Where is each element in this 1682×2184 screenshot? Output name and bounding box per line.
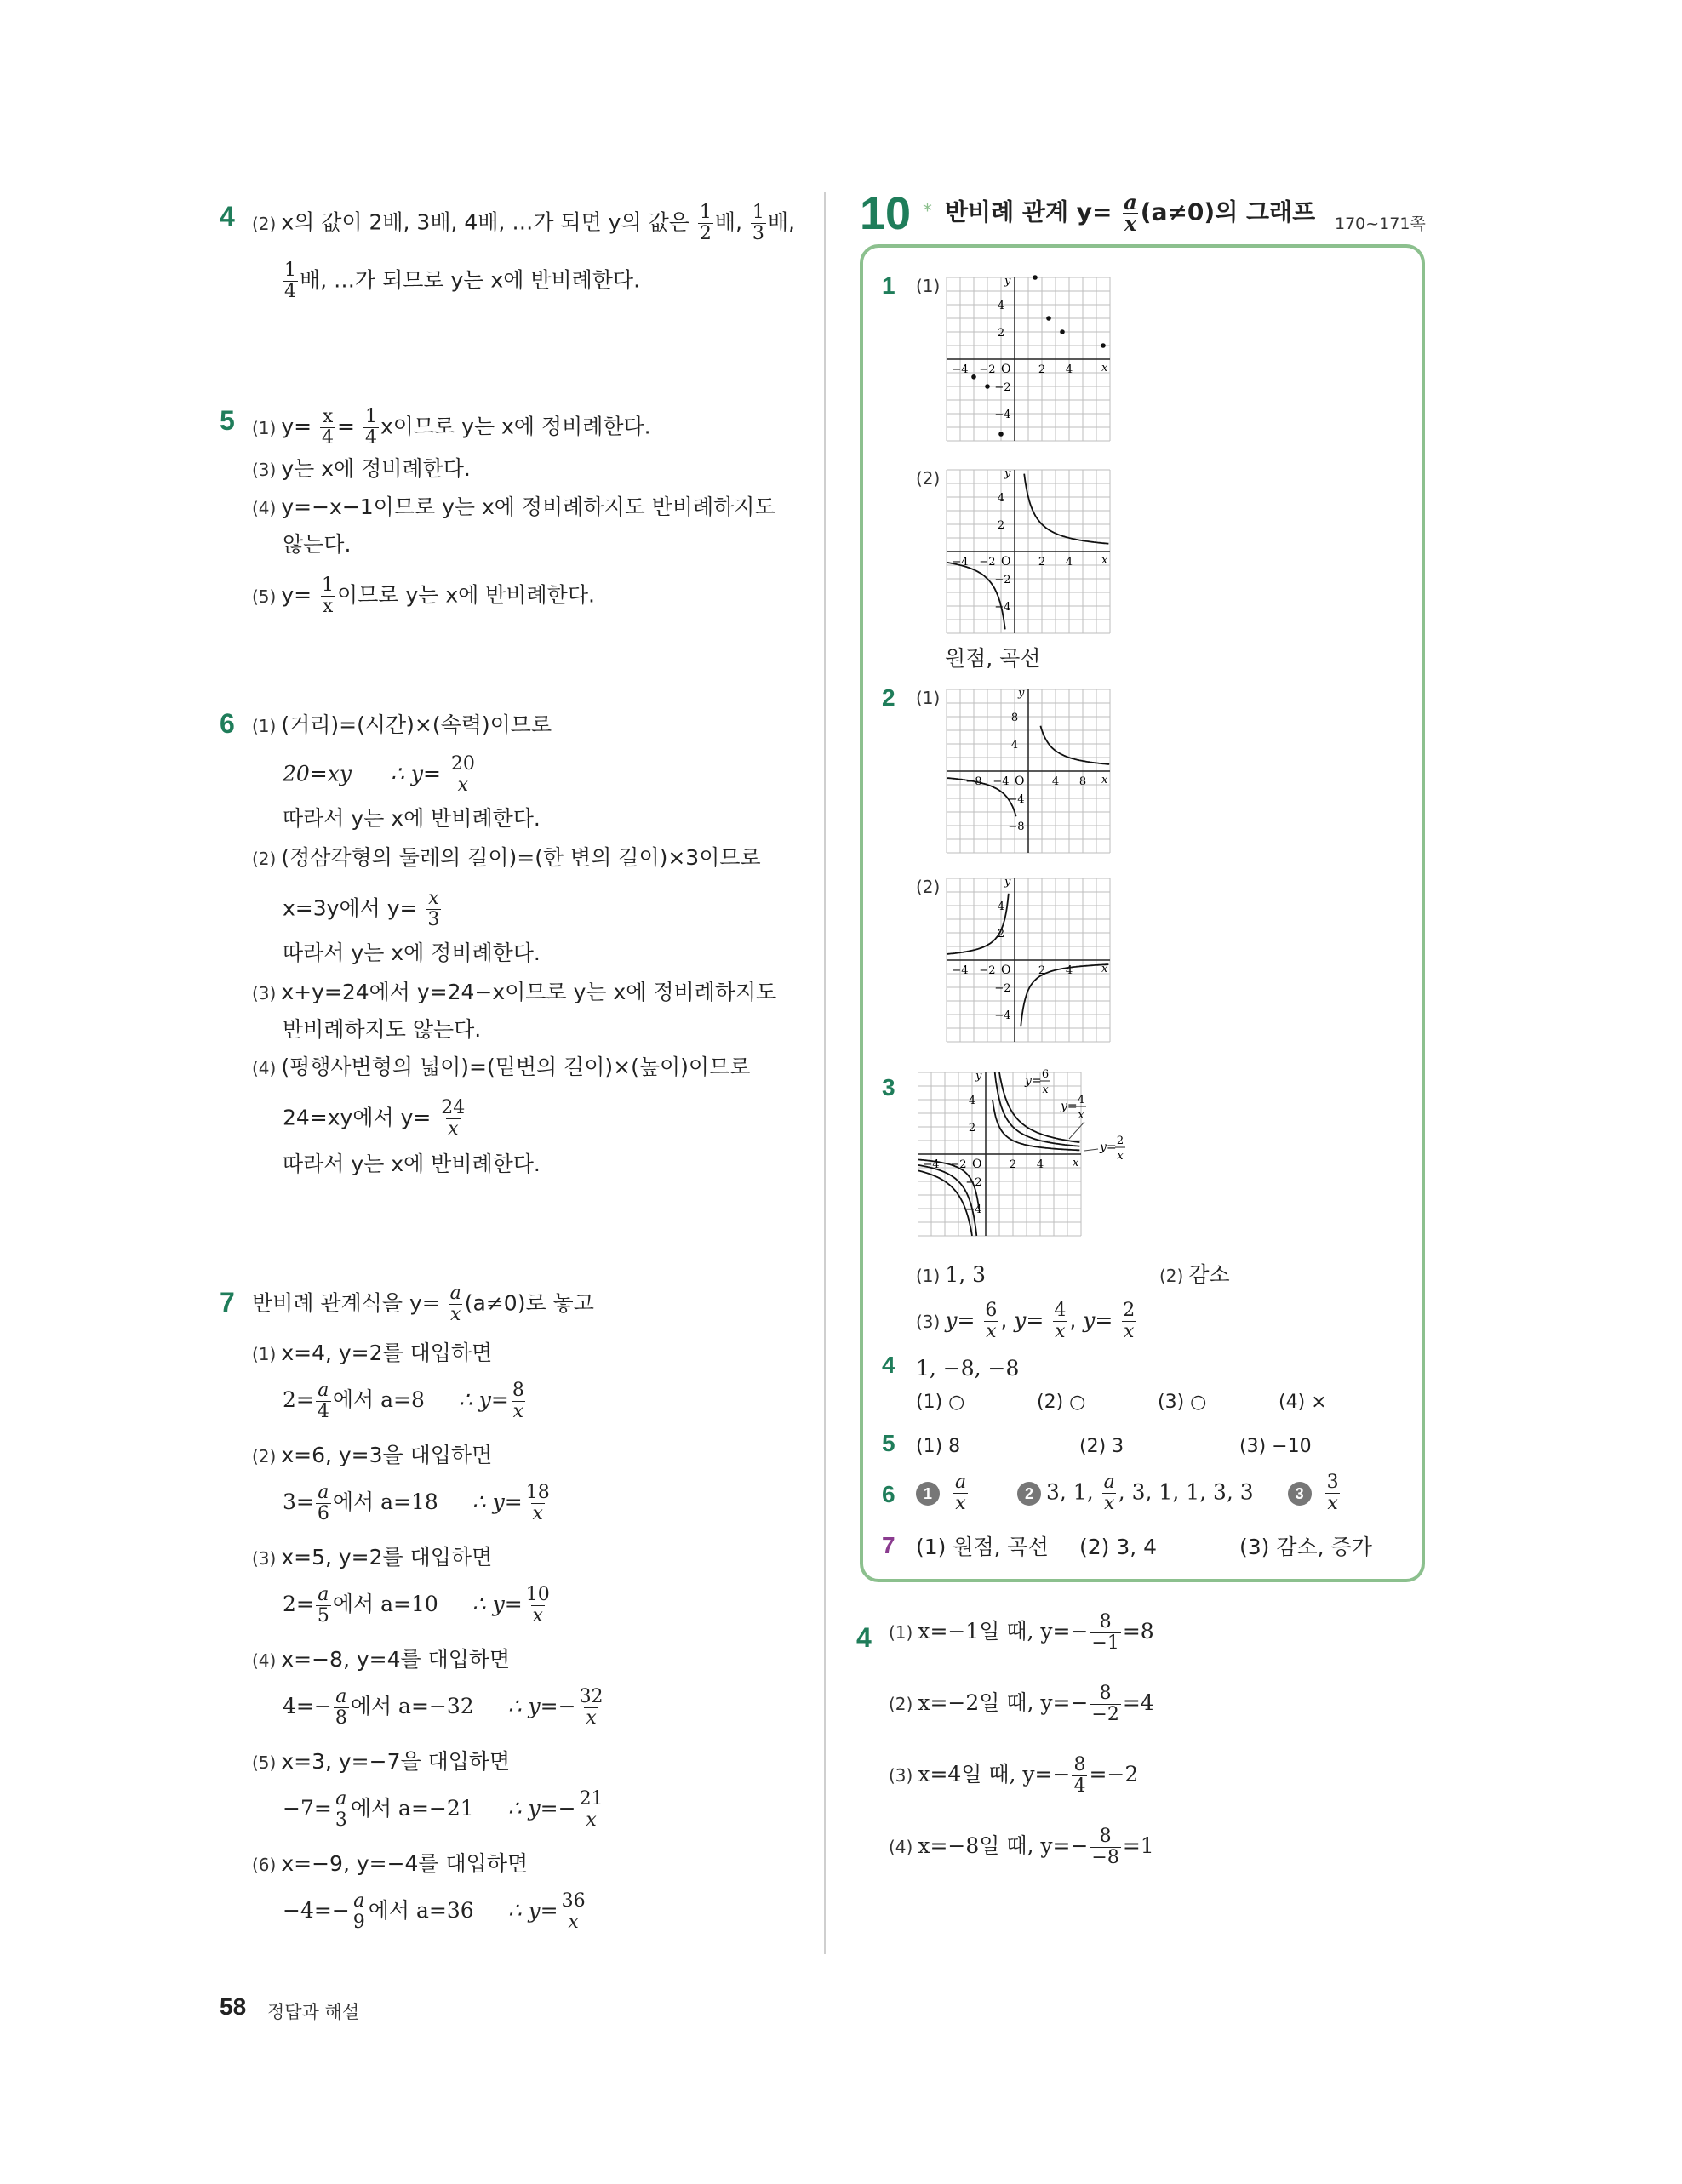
tick-label: −2 <box>979 964 996 977</box>
leader-line <box>1084 1149 1098 1151</box>
tick-label: 4 <box>1051 775 1060 788</box>
x-axis-label: x <box>1073 1157 1079 1169</box>
fraction: $\frac{18}{x}$ <box>525 1482 550 1524</box>
fraction: $\frac{1}{2}$ <box>699 202 712 244</box>
p7-sub-line: (5) x=3, y=−7을 대입하면 <box>252 1749 511 1774</box>
origin-label: O <box>1001 555 1011 569</box>
tick-label: 4 <box>997 900 1005 913</box>
tick-label: 4 <box>997 492 1005 505</box>
q2-sub2: (2) <box>916 877 941 897</box>
tick-label: −4 <box>965 1203 982 1216</box>
data-point <box>1101 343 1106 348</box>
fraction: $\frac{1}{4}$ <box>364 406 377 449</box>
x-axis-label: x <box>1101 362 1108 374</box>
q5-b: (2) 3 <box>1079 1436 1124 1457</box>
section-title: 반비례 관계 y= $\frac{a}{x}$ (a≠0)의 그래프 <box>945 190 1316 236</box>
fraction: $\frac{a}{4}$ <box>317 1380 329 1422</box>
tick-label: −8 <box>1008 820 1025 833</box>
origin-label: O <box>1015 775 1025 788</box>
y-axis-label: y <box>1004 275 1011 288</box>
problem-number-7: 7 <box>220 1287 235 1318</box>
fraction: $\frac{a}{x}$ <box>954 1472 967 1514</box>
tick-label: −2 <box>979 556 996 569</box>
curve-q2-1-right <box>1040 726 1109 764</box>
fraction: $\frac{32}{x}$ <box>579 1686 604 1729</box>
tick-label: 2 <box>1038 964 1046 977</box>
p7-sub-line: (2) x=6, y=3을 대입하면 <box>252 1443 493 1467</box>
p6-line-2: 20=xy ∴ y= $\frac{20}{x}$ <box>283 753 475 796</box>
q6-line: 1 $\frac{a}{x}$ 2 3, 1, $\frac{a}{x}$ , 3, 1, 1, 3, 3 3 $\frac{3}{x}$ <box>916 1472 1342 1514</box>
fraction: $\frac{a}{x}$ <box>1124 190 1137 236</box>
fraction: $\frac{a}{9}$ <box>352 1890 365 1933</box>
p6-line-7: (3) x+y=24에서 y=24−x이므로 y는 x에 정비례하지도 <box>252 980 777 1004</box>
fraction: $\frac{8}{-2}$ <box>1091 1683 1119 1725</box>
circled-number-icon: 3 <box>1288 1482 1312 1506</box>
q2-sub1: (1) <box>916 688 941 708</box>
p7-sub-line: (1) x=4, y=2를 대입하면 <box>252 1341 493 1365</box>
label-4-num: 4 <box>1077 1094 1085 1106</box>
fraction: $\frac{1}{3}$ <box>752 202 764 244</box>
q7-c: (3) 감소, 증가 <box>1239 1535 1372 1559</box>
fraction: $\frac{1}{x}$ <box>322 575 335 617</box>
p4b-line: (3) x=4일 때, y=− $\frac{8}{4}$ =−2 <box>889 1754 1139 1797</box>
label-2-den: x <box>1117 1150 1124 1163</box>
p4b-line: (2) x=−2일 때, y=− $\frac{8}{-2}$ =4 <box>889 1683 1154 1725</box>
y-axis-label: y <box>1018 687 1025 700</box>
q4-d: (4) × <box>1279 1392 1327 1413</box>
q1-number: 1 <box>882 272 895 299</box>
fraction: $\frac{4}{x}$ <box>1054 1300 1067 1342</box>
label-6-den: x <box>1042 1083 1049 1096</box>
p7-equation-line: 3= $\frac{a}{6}$ 에서 a=18 ∴ y= $\frac{18}{x}$ <box>283 1482 550 1524</box>
fraction: $\frac{24}{x}$ <box>441 1097 466 1140</box>
p7-sub-line: (6) x=−9, y=−4를 대입하면 <box>252 1851 529 1876</box>
q3-number: 3 <box>882 1074 895 1101</box>
fraction: $\frac{1}{4}$ <box>284 260 296 302</box>
q4-b: (2) ○ <box>1037 1392 1086 1413</box>
data-point <box>1033 275 1038 280</box>
problem-number-5: 5 <box>220 405 235 436</box>
label-2-num: 2 <box>1116 1135 1124 1147</box>
fraction: $\frac{a}{8}$ <box>335 1686 347 1729</box>
tick-label: 2 <box>1009 1158 1017 1171</box>
label-4-den: x <box>1078 1109 1084 1122</box>
page-reference: 170~171쪽 <box>1335 214 1426 233</box>
q6-number: 6 <box>882 1481 895 1507</box>
q7-a: (1) 원점, 곡선 <box>916 1535 1049 1559</box>
fraction: $\frac{x}{3}$ <box>427 888 440 930</box>
fraction: $\frac{3}{x}$ <box>1326 1472 1339 1514</box>
q4-c: (3) ○ <box>1158 1392 1207 1413</box>
origin-label: O <box>1001 363 1011 376</box>
q3-answer-3: (3) y= $\frac{6}{x}$ , y= $\frac{4}{x}$ , y= $\frac{2}{x}$ <box>916 1300 1136 1342</box>
data-point <box>971 374 976 380</box>
x-axis-label: x <box>1101 554 1108 567</box>
p5-line-2: (3) y는 x에 정비례한다. <box>252 456 471 481</box>
tick-label: 4 <box>1065 363 1073 376</box>
problem-number-4b: 4 <box>856 1622 872 1653</box>
star-icon: * <box>923 201 932 222</box>
q1-answer: 원점, 곡선 <box>945 646 1041 671</box>
q7-b: (2) 3, 4 <box>1079 1535 1158 1559</box>
tick-label: 4 <box>1036 1158 1044 1171</box>
y-axis-label: y <box>975 1070 982 1083</box>
fraction: $\frac{6}{x}$ <box>985 1300 998 1342</box>
tick-label: −2 <box>994 982 1011 995</box>
fraction: $\frac{8}{-1}$ <box>1091 1611 1119 1654</box>
q4-a: (1) ○ <box>916 1392 965 1413</box>
problem-number-4: 4 <box>220 201 235 232</box>
tick-label: 2 <box>1038 363 1046 376</box>
footer-label: 정답과 해설 <box>267 2002 360 2022</box>
label-6-y: y= <box>1025 1074 1042 1088</box>
fraction: $\frac{a}{x}$ <box>1103 1472 1115 1514</box>
fraction: $\frac{10}{x}$ <box>525 1584 550 1627</box>
p7-sub-line: (4) x=−8, y=4를 대입하면 <box>252 1647 511 1672</box>
y-axis-label: y <box>1004 467 1011 480</box>
fraction: $\frac{a}{3}$ <box>335 1788 347 1831</box>
fraction: $\frac{36}{x}$ <box>561 1890 586 1933</box>
graph-q2-2 <box>945 873 1120 1043</box>
label-6-num: 6 <box>1041 1068 1050 1081</box>
leader-line <box>1069 1122 1084 1139</box>
fraction: $\frac{20}{x}$ <box>450 753 475 796</box>
q5-c: (3) −10 <box>1239 1436 1312 1457</box>
graph-q3 <box>918 1067 1156 1244</box>
circled-number-icon: 1 <box>916 1482 940 1506</box>
p6-line-10: 24=xy에서 y= $\frac{24}{x}$ <box>283 1097 466 1140</box>
section-number: 10 <box>860 188 912 239</box>
p7-equation-line: 2= $\frac{a}{4}$ 에서 a=8 ∴ y= $\frac{8}{x}$ <box>283 1380 524 1422</box>
fraction: $\frac{8}{x}$ <box>512 1380 524 1422</box>
p7-equation-line: 4=− $\frac{a}{8}$ 에서 a=−32 ∴ y=− $\frac{32}{x}$ <box>283 1686 604 1729</box>
problem-number-6: 6 <box>220 708 235 739</box>
tick-label: −4 <box>923 1158 940 1171</box>
q1-sub1: (1) <box>916 276 941 296</box>
tick-label: −2 <box>950 1158 967 1171</box>
circled-number-icon: 2 <box>1017 1482 1041 1506</box>
p6-line-1: (1) (거리)=(시간)×(속력)이므로 <box>252 712 552 737</box>
p4-line-1: (2) x의 값이 2배, 3배, 4배, …가 되면 y의 값은 $\frac{1}{2}$ 배, $\frac{1}{3}$ 배, <box>252 202 795 244</box>
p4b-line: (4) x=−8일 때, y=− $\frac{8}{-8}$ =1 <box>889 1826 1154 1868</box>
graph-q1-1 <box>945 272 1120 451</box>
p4-line-2: $\frac{1}{4}$ 배, …가 되므로 y는 x에 반비례한다. <box>284 260 641 302</box>
q2-number: 2 <box>882 684 895 711</box>
y-axis-label: y <box>1004 876 1011 889</box>
q3-answer-1: (1) 1, 3 <box>916 1262 987 1287</box>
p5-line-3: (4) y=−x−1이므로 y는 x에 정비례하지도 반비례하지도 <box>252 495 775 519</box>
tick-label: 4 <box>1065 556 1073 569</box>
tick-label: −4 <box>994 409 1011 421</box>
origin-label: O <box>1001 963 1011 977</box>
data-point <box>998 432 1004 437</box>
tick-label: 2 <box>997 519 1005 532</box>
tick-label: 4 <box>997 300 1005 312</box>
tick-label: −4 <box>952 363 969 376</box>
tick-label: 2 <box>997 327 1005 340</box>
p5-line-5: (5) y= $\frac{1}{x}$ 이므로 y는 x에 반비례한다. <box>252 575 595 617</box>
q4-line: 1, −8, −8 <box>916 1356 1020 1381</box>
tick-label: −4 <box>994 601 1011 614</box>
p6-line-4: (2) (정삼각형의 둘레의 길이)=(한 변의 길이)×3이므로 <box>252 845 761 870</box>
p6-line-9: (4) (평행사변형의 넓이)=(밑변의 길이)×(높이)이므로 <box>252 1055 751 1079</box>
q5-a: (1) 8 <box>916 1436 961 1457</box>
p5-line-1: (1) y= $\frac{x}{4}$ = $\frac{1}{4}$ x이므로 y는 x에 정비례한다. <box>252 406 651 449</box>
tick-label: −4 <box>952 556 969 569</box>
tick-label: 2 <box>1038 556 1046 569</box>
tick-label: 4 <box>1010 739 1019 752</box>
fraction: $\frac{2}{x}$ <box>1123 1300 1136 1342</box>
graph-q1-2 <box>945 465 1120 635</box>
q7-number: 7 <box>882 1532 895 1558</box>
p6-line-6: 따라서 y는 x에 정비례한다. <box>283 940 541 965</box>
p7-sub-line: (3) x=5, y=2를 대입하면 <box>252 1545 493 1569</box>
tick-label: −2 <box>979 363 996 376</box>
p7-intro: 반비례 관계식을 y= $\frac{a}{x}$ (a≠0)로 놓고 <box>252 1283 594 1325</box>
q4-number: 4 <box>882 1352 895 1378</box>
tick-label: 2 <box>968 1122 976 1135</box>
tick-label: 8 <box>1078 775 1087 788</box>
page-number: 58 <box>220 1993 247 2020</box>
p4b-line: (1) x=−1일 때, y=− $\frac{8}{-1}$ =8 <box>889 1611 1154 1654</box>
data-point <box>1060 329 1065 334</box>
p6-line-11: 따라서 y는 x에 반비례한다. <box>283 1152 541 1176</box>
fraction: $\frac{a}{6}$ <box>317 1482 329 1524</box>
fraction: $\frac{8}{-8}$ <box>1091 1826 1119 1868</box>
tick-label: 2 <box>997 928 1005 940</box>
column-divider <box>824 192 826 1954</box>
data-point <box>1046 316 1051 321</box>
label-2-y: y= <box>1100 1141 1117 1154</box>
fraction: $\frac{a}{5}$ <box>317 1584 329 1627</box>
p7-equation-line: −7= $\frac{a}{3}$ 에서 a=−21 ∴ y=− $\frac{21}{x}$ <box>283 1788 604 1831</box>
origin-label: O <box>972 1158 982 1171</box>
tick-label: −4 <box>1008 793 1025 806</box>
q3-answer-2: (2) 감소 <box>1159 1262 1230 1287</box>
tick-label: −2 <box>994 381 1011 394</box>
fraction: $\frac{a}{x}$ <box>449 1283 461 1325</box>
tick-label: −4 <box>952 964 969 977</box>
tick-label: −4 <box>993 775 1010 788</box>
tick-label: −4 <box>994 1009 1011 1022</box>
label-4-y: y= <box>1061 1100 1078 1113</box>
p6-line-5: x=3y에서 y= $\frac{x}{3}$ <box>283 888 440 930</box>
q1-sub2: (2) <box>916 468 941 489</box>
tick-label: 4 <box>1065 964 1073 977</box>
tick-label: 8 <box>1010 712 1019 724</box>
p6-line-3: 따라서 y는 x에 반비례한다. <box>283 806 541 831</box>
x-axis-label: x <box>1101 774 1108 786</box>
p7-equation-line: −4=− $\frac{a}{9}$ 에서 a=36 ∴ y= $\frac{36}{x}$ <box>283 1890 586 1933</box>
fraction: $\frac{x}{4}$ <box>322 406 335 449</box>
p6-line-8: 반비례하지도 않는다. <box>283 1017 482 1042</box>
p7-equation-line: 2= $\frac{a}{5}$ 에서 a=10 ∴ y= $\frac{10}{x}$ <box>283 1584 550 1627</box>
p5-line-4: 않는다. <box>283 532 352 557</box>
q5-number: 5 <box>882 1430 895 1456</box>
tick-label: 4 <box>968 1095 976 1107</box>
tick-label: −2 <box>994 574 1011 586</box>
tick-label: −2 <box>965 1176 982 1189</box>
fraction: $\frac{8}{4}$ <box>1073 1754 1086 1797</box>
fraction: $\frac{21}{x}$ <box>579 1788 604 1831</box>
x-axis-label: x <box>1101 963 1108 975</box>
data-point <box>985 384 990 389</box>
tick-label: −8 <box>965 775 982 788</box>
graph-q2-1 <box>945 684 1120 855</box>
